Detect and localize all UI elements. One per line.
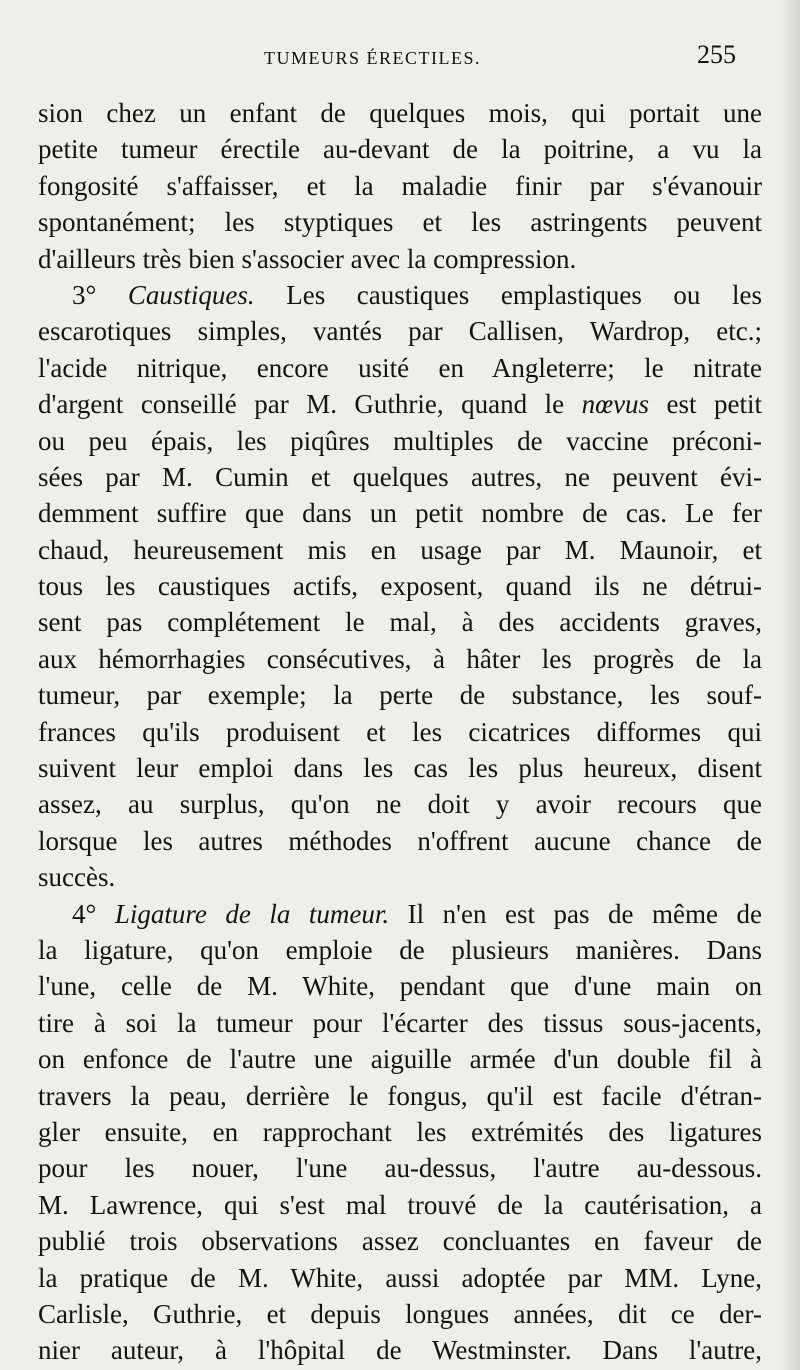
text-line: travers la peau, derrière le fongus, qu'il est facile d'étran- [38,1080,762,1111]
text-line: petite tumeur érectile au-devant de la poitrine, a vu la [38,134,762,165]
text-line: la pratique de M. White, aussi adoptée par MM. Lyne, [38,1262,762,1293]
text-line: la ligature, qu'on emploie de plusieurs manières. Dans [38,934,762,965]
text-line: sées par M. Cumin et quelques autres, ne peuvent évi- [38,461,762,492]
section-number: 4° [72,898,115,929]
text-line: sent pas complétement le mal, à des accidents graves, [38,607,762,638]
text-line: succès. [38,862,116,893]
page-number: 255 [697,40,736,69]
text-line: gler ensuite, en rapprochant les extrémités des ligatures [38,1116,762,1147]
text-fragment: Les caustiques emplastiques ou les [254,279,762,310]
text-line: assez, au surplus, qu'on ne doit y avoir recours que [38,789,762,820]
section-heading-line [38,277,762,313]
text-line: l'une, celle de M. White, pendant que d'une main on [38,971,762,1002]
text-line [38,386,762,422]
text-fragment: Il n'en est pas de même de [389,898,762,929]
section-heading-line [38,896,762,932]
text-line: chaud, heureusement mis en usage par M. Maunoir, et [38,534,762,565]
text-line: sion chez un enfant de quelques mois, qui portait une [38,98,762,128]
text-line: aux hémorrhagies consécutives, à hâter les progrès de la [38,643,762,674]
text-fragment: d'argent conseillé par M. Guthrie, quand le [38,389,582,420]
text-line: M. Lawrence, qui s'est mal trouvé de la cautérisation, a [38,1189,762,1220]
text-line: publié trois observations assez concluantes en faveur de [38,1226,762,1257]
running-title: TUMEURS ÉRECTILES. [264,48,482,68]
text-line: spontanément; les styptiques et les astringents peuvent [38,207,762,238]
text-line: lorsque les autres méthodes n'offrent aucune chance de [38,825,762,856]
text-line: demment suffire que dans un petit nombre de cas. Le fer [38,498,762,529]
text-line: pour les nouer, l'une au-dessus, l'autre au-dessous. [38,1153,762,1184]
text-line: Carlisle, Guthrie, et depuis longues années, dit ce der- [38,1298,762,1329]
page-edge-shadow [778,0,800,1370]
text-line: nier auteur, à l'hôpital de Westminster. Dans l'autre, [38,1335,762,1366]
text-line: l'acide nitrique, encore usité en Angleterre; le nitrate [38,352,762,383]
italic-term: nœvus [581,389,650,420]
text-line: tous les caustiques actifs, exposent, quand ils ne détrui- [38,571,762,602]
text-line: ou peu épais, les piqûres multiples de vaccine préconi- [38,425,762,456]
text-line: fongosité s'affaisser, et la maladie finir par s'évanouir [38,170,762,201]
section-title: Ligature de la tumeur. [114,898,390,929]
section-number: 3° [72,279,128,310]
text-line: escarotiques simples, vantés par Callisen, Wardrop, etc.; [38,316,762,347]
text-line: tire à soi la tumeur pour l'écarter des tissus sous-jacents, [38,1007,762,1038]
text-line: on enfonce de l'autre une aiguille armée d'un double fil à [38,1044,762,1075]
text-fragment: est petit [649,389,762,420]
text-line: tumeur, par exemple; la perte de substance, les souf- [38,680,762,711]
body-text [38,95,762,1369]
text-line: frances qu'ils produisent et les cicatrices difformes qui [38,716,762,747]
text-line: suivent leur emploi dans les cas les plus heureux, disent [38,753,762,784]
section-title: Caustiques. [127,279,255,310]
text-line: d'ailleurs très bien s'associer avec la compression. [38,243,577,274]
